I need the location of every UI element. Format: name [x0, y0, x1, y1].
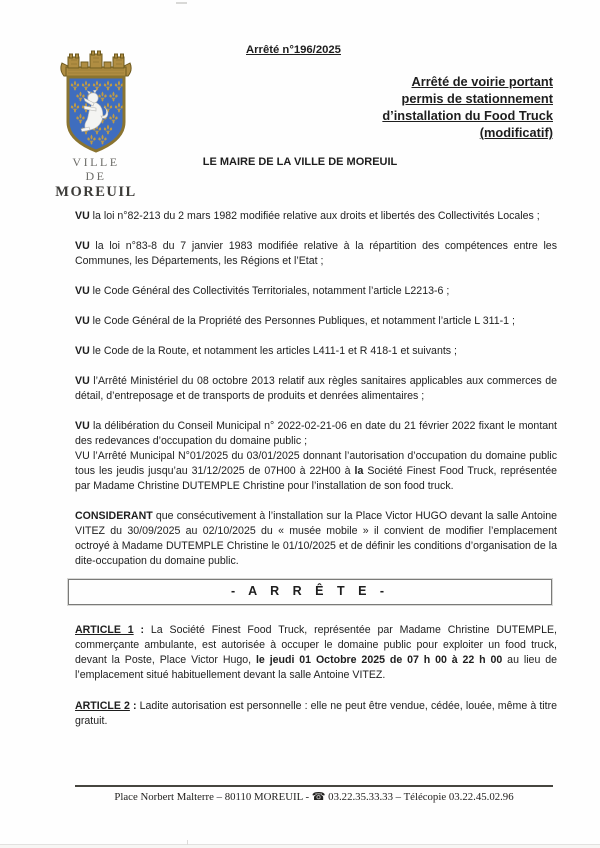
subject-line-1: Arrêté de voirie portant — [411, 74, 553, 89]
recital-paragraph — [75, 239, 557, 269]
recital-paragraph — [75, 344, 557, 359]
recital-paragraph — [75, 284, 557, 299]
recital-prefix: VU — [75, 420, 90, 432]
city-emblem — [51, 50, 141, 200]
recital-prefix: VU — [75, 285, 90, 297]
article-separator: : — [129, 700, 140, 712]
decree-body — [75, 209, 557, 729]
subject-line-3: d’installation du Food Truck — [382, 108, 553, 123]
recital-text: le Code de la Route, et notamment les articles L411-1 et R 418-1 et suivants ; — [89, 345, 457, 357]
subject-line-2: permis de stationnement — [401, 91, 553, 106]
recital-paragraph-municipal — [75, 449, 557, 494]
article-separator: : — [133, 624, 151, 636]
recital-text: le Code Général de la Propriété des Personnes Publiques, et notamment l’article L 311-1 ; — [89, 315, 515, 327]
considering-prefix: CONSIDERANT — [75, 510, 153, 522]
recital-prefix: VU — [75, 345, 90, 357]
article-2-heading: ARTICLE 2 — [75, 700, 130, 712]
recital-prefix: VU — [75, 315, 90, 327]
recital-text: le Code Général des Collectivités Territoriales, notamment l’article L2213-6 ; — [89, 285, 450, 297]
recital-paragraph — [75, 209, 557, 224]
recital-text: la loi n°83-8 du 7 janvier 1983 modifiée relative à la répartition des compétences entre les Communes, les Départements, les Régions et l’Etat ; — [75, 240, 557, 267]
article-1-heading: ARTICLE 1 — [75, 624, 134, 636]
recital-text: l’Arrêté Ministériel du 08 octobre 2013 relatif aux règles sanitaires applicables aux commerces de détail, d’entreposage et de transports de produits et denrées alimentaires ; — [75, 375, 557, 402]
recital-bold-run: la — [354, 465, 364, 477]
page-footer — [75, 785, 553, 803]
recital-prefix: VU — [75, 240, 90, 252]
scan-artifact — [176, 2, 187, 4]
recital-text: la loi n°82-213 du 2 mars 1982 modifiée relative aux droits et libertés des Collectivités Locales ; — [89, 210, 540, 222]
recital-text: la délibération du Conseil Municipal n° 2022-02-21-06 en date du 21 février 2022 fixant le montant des redevances d’occupation du domaine public ; — [75, 420, 557, 447]
city-line-de: DE — [85, 168, 107, 183]
scan-artifact — [187, 840, 188, 845]
city-name: MOREUIL — [55, 184, 137, 200]
recital-prefix: VU — [75, 375, 90, 387]
recital-paragraph — [75, 314, 557, 329]
article-text: au lieu de l’emplacement situé habituellement devant la salle Antoine VITEZ. — [75, 654, 557, 681]
recital-paragraph — [75, 374, 557, 404]
arrete-banner — [68, 579, 552, 605]
article-2-paragraph — [75, 699, 557, 729]
article-text: Ladite autorisation est personnelle : elle ne peut être vendue, cédée, louée, même à titre gratuit. — [75, 700, 557, 727]
article-text: La Société Finest Food Truck, représentée par Madame Christine DUTEMPLE, commerçante ambulante, est autorisée à occuper le domaine public pour exploiter un food truck, devant la Poste, Place Victor Hugo, — [75, 624, 557, 666]
recital-text: Société Finest Food Truck, représentée par Madame Christine DUTEMPLE Christine pour l’installation de son food truck. — [75, 465, 557, 492]
authority-title: LE MAIRE DE LA VILLE DE MOREUIL — [202, 156, 398, 168]
recital-prefix: VU — [75, 210, 90, 222]
decree-number: Arrêté n°196/2025 — [246, 44, 341, 56]
considering-text: que consécutivement à l’installation sur la Place Victor HUGO devant la salle Antoine VITEZ du 30/09/2025 au 02/10/2025 du « musée mobile » il convient de modifier l’emplacement octroyé à Madame DUTEMPLE Christine le 01/10/2025 et de définir les conditions d’organisation de la dite-occupation du domaine public. — [75, 510, 557, 567]
coat-of-arms-icon — [56, 50, 136, 156]
footer-phone: 03.22.35.33.33 – Télécopie 03.22.45.02.96 — [325, 791, 514, 803]
subject-line-4: (modificatif) — [479, 125, 553, 140]
decree-subject — [382, 73, 553, 141]
article-1-paragraph — [75, 623, 557, 683]
recital-text: VU l’Arrêté Municipal N°01/2025 du 03/01/2025 donnant l’autorisation d’occupation du domaine public tous les jeudis jusqu’au 31/12/2025 de 07H00 à 22H00 à — [75, 450, 557, 477]
phone-icon: ☎ — [311, 791, 326, 803]
arrete-banner-text: - A R R Ê T E - — [230, 584, 390, 598]
recital-paragraph — [75, 419, 557, 449]
city-line-ville: VILLE — [72, 155, 120, 169]
footer-address: Place Norbert Malterre – 80110 MOREUIL - — [114, 791, 312, 803]
considering-paragraph — [75, 509, 557, 569]
article-bold-run: le jeudi 01 Octobre 2025 de 07 h 00 à 22 h 00 — [255, 654, 503, 666]
